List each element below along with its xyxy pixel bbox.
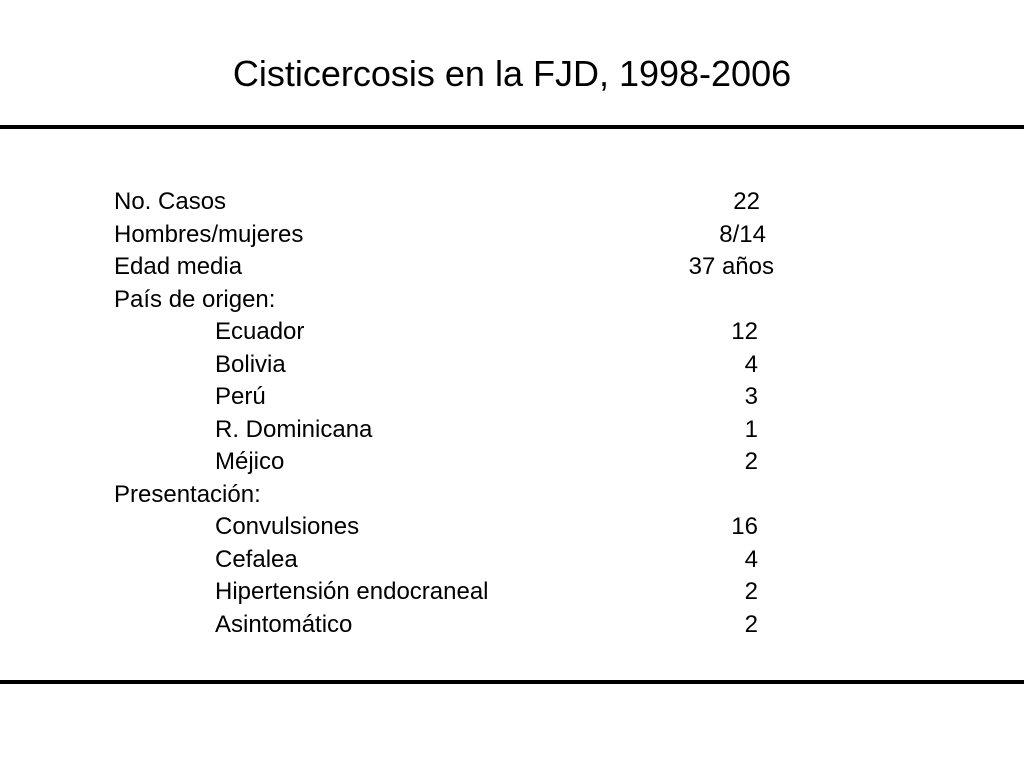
item-value: 2 bbox=[744, 578, 758, 605]
item-value: 2 bbox=[744, 448, 758, 475]
row-value: 37 años bbox=[688, 253, 774, 280]
item-label: Bolivia bbox=[215, 350, 286, 378]
row-label: Edad media bbox=[114, 253, 243, 280]
item-value: 4 bbox=[744, 545, 758, 573]
item-value: 16 bbox=[731, 513, 758, 540]
list-item bbox=[114, 316, 814, 349]
row-label: No. Casos bbox=[114, 188, 227, 215]
section-label: Presentación: bbox=[114, 480, 261, 508]
section-label: País de origen: bbox=[114, 285, 276, 313]
item-value: 12 bbox=[731, 318, 758, 345]
item-label: Perú bbox=[215, 383, 266, 410]
list-item bbox=[114, 511, 814, 544]
bottom-divider bbox=[0, 680, 1024, 684]
item-label: Cefalea bbox=[215, 545, 298, 573]
item-label: Asintomático bbox=[215, 610, 353, 638]
item-label: Convulsiones bbox=[215, 513, 360, 540]
item-value: 3 bbox=[744, 383, 758, 410]
stats-table bbox=[114, 186, 814, 641]
list-item bbox=[114, 544, 814, 577]
item-label: R. Dominicana bbox=[215, 415, 373, 443]
list-item bbox=[114, 576, 814, 609]
row-value: 8/14 bbox=[719, 220, 766, 248]
section-heading-origen bbox=[114, 284, 814, 317]
slide-title: Cisticercosis en la FJD, 1998-2006 bbox=[232, 53, 792, 94]
item-value: 1 bbox=[744, 415, 758, 443]
row-value: 22 bbox=[733, 188, 760, 215]
list-item bbox=[114, 609, 814, 642]
item-label: Hipertensión endocraneal bbox=[215, 578, 489, 605]
stats-row-casos bbox=[114, 186, 814, 219]
list-item bbox=[114, 381, 814, 414]
item-label: Méjico bbox=[215, 448, 285, 475]
list-item bbox=[114, 446, 814, 479]
item-label: Ecuador bbox=[215, 318, 305, 345]
top-divider bbox=[0, 125, 1024, 129]
item-value: 4 bbox=[744, 350, 758, 378]
row-label: Hombres/mujeres bbox=[114, 220, 304, 248]
stats-row-sexo bbox=[114, 219, 814, 252]
item-value: 2 bbox=[744, 610, 758, 638]
stats-row-edad bbox=[114, 251, 814, 284]
list-item bbox=[114, 349, 814, 382]
list-item bbox=[114, 414, 814, 447]
section-heading-presentacion bbox=[114, 479, 814, 512]
